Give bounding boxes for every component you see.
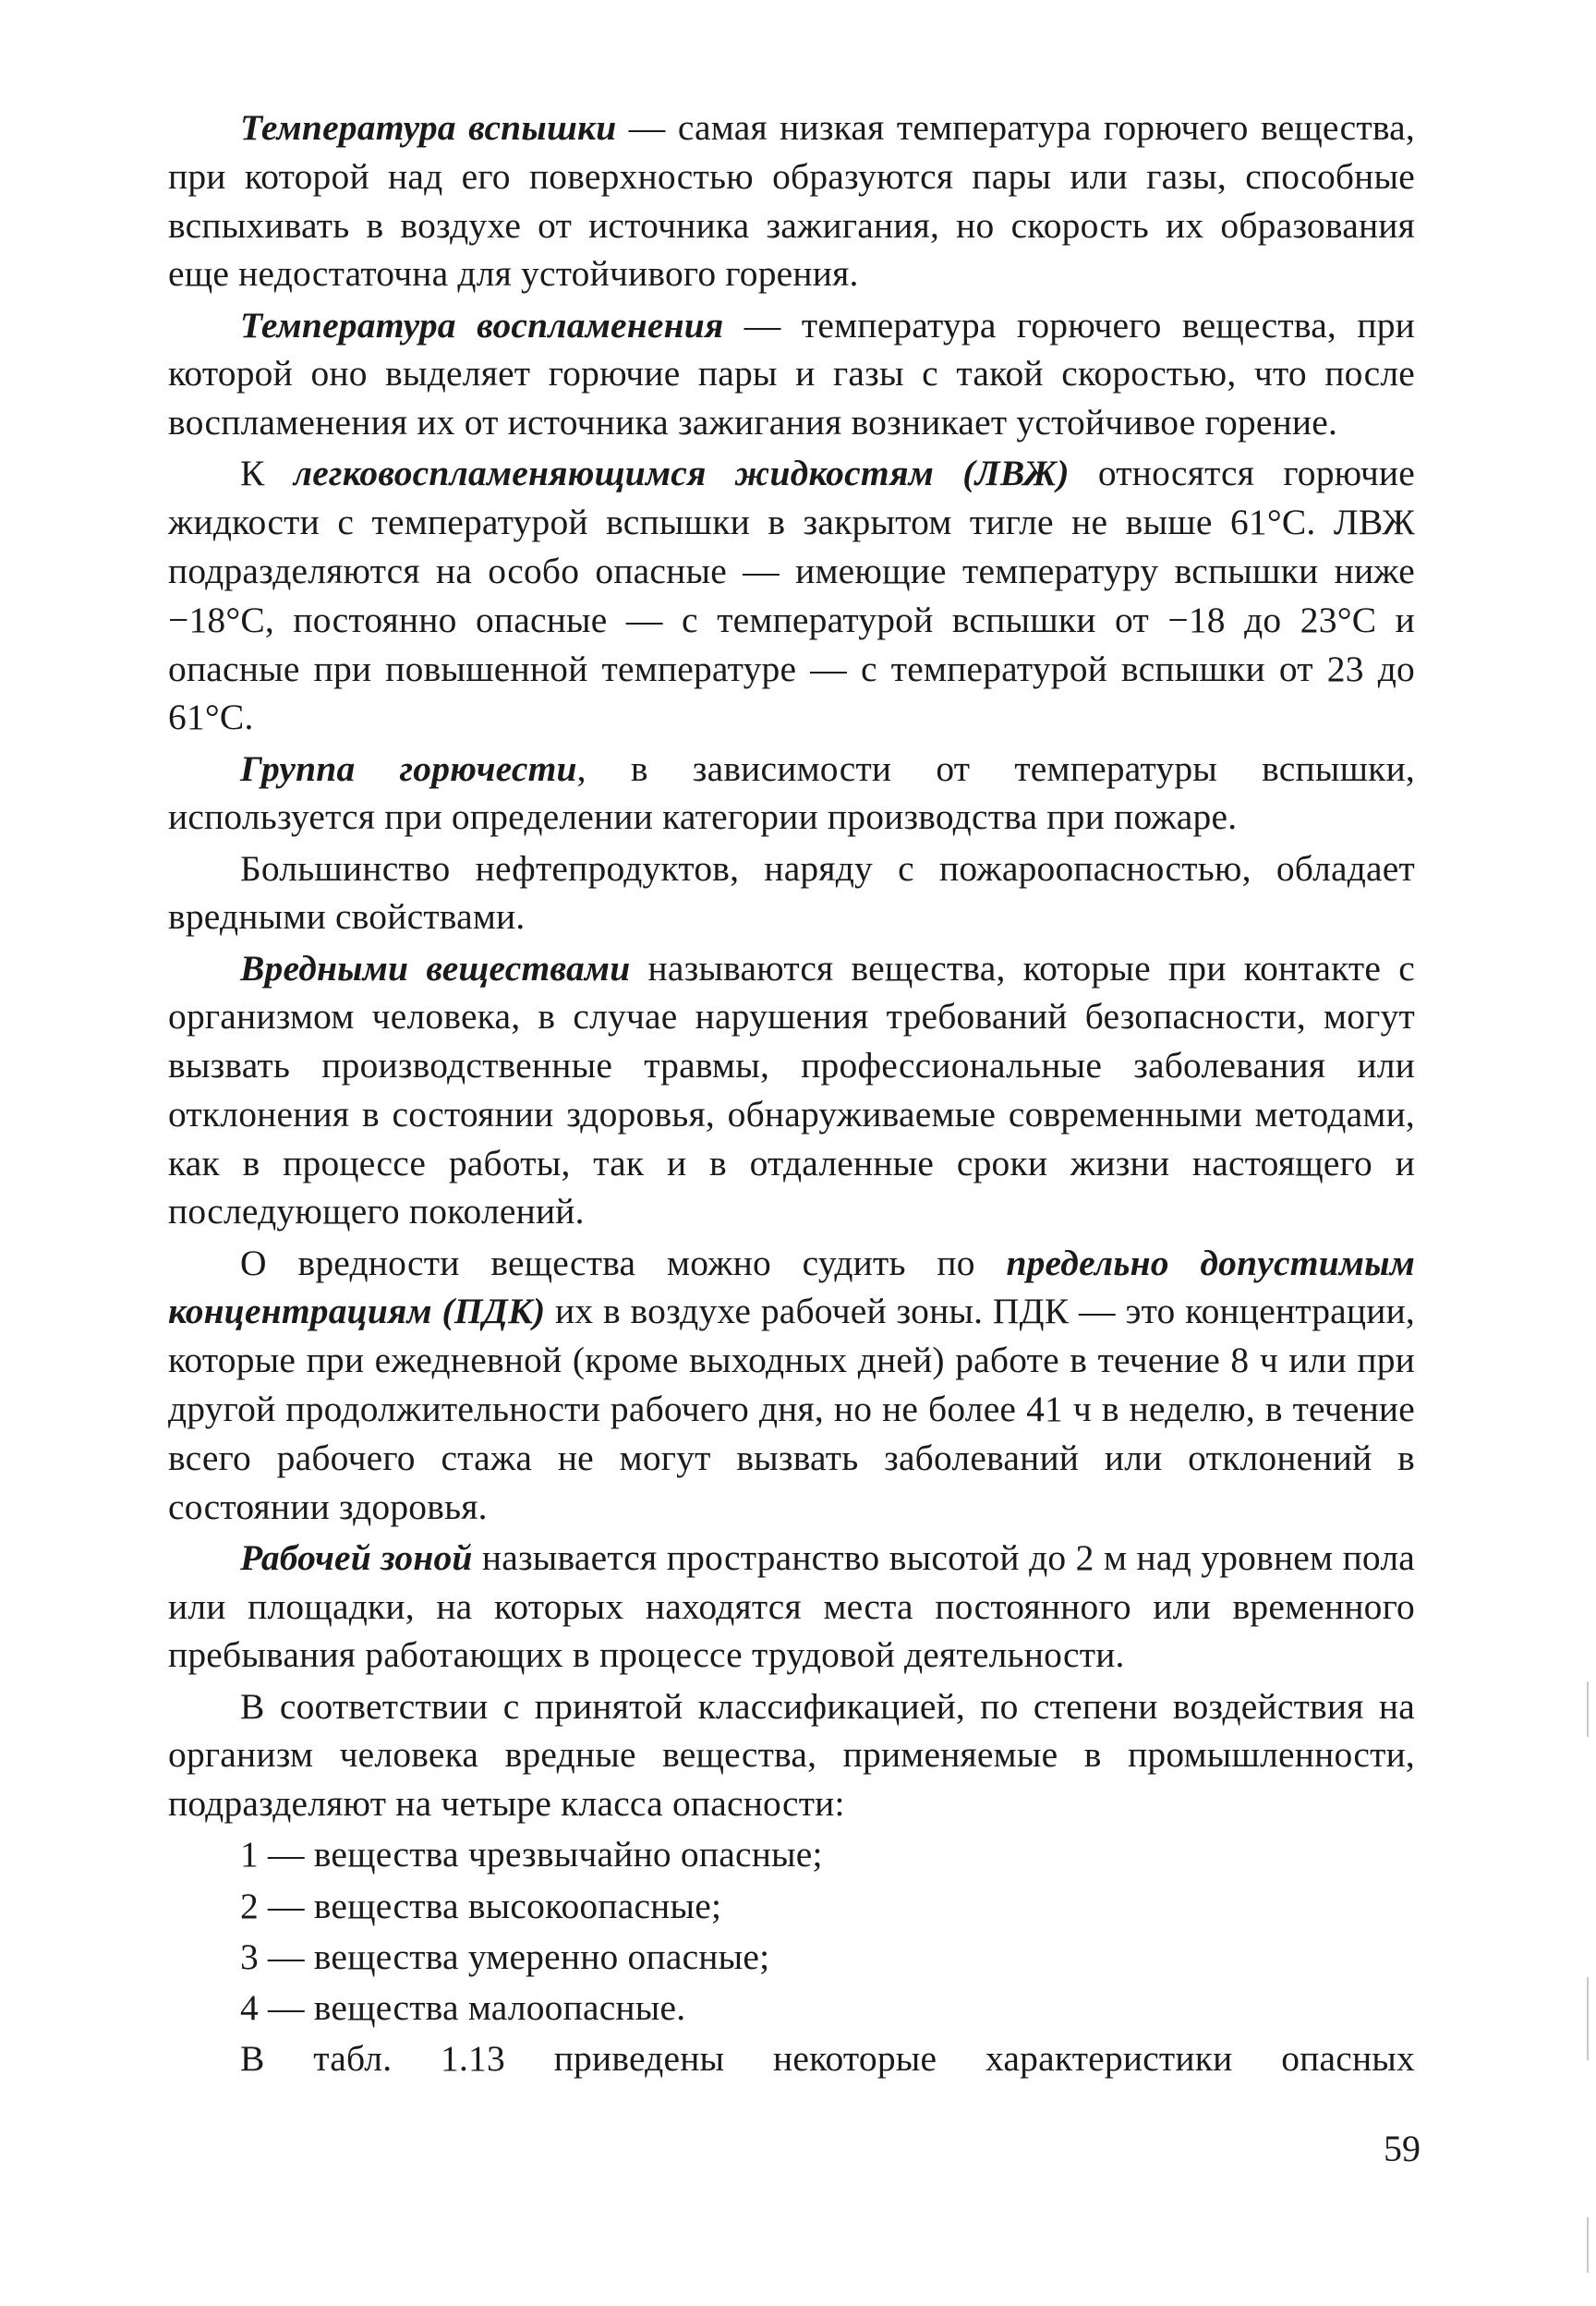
scan-edge-mark	[1587, 1681, 1589, 1737]
term-ignition-temperature: Температура воспламенения	[240, 304, 724, 346]
paragraph-text: Большинство нефтепродуктов, наряду с пожароопасностью, обладает вредными свойствами.	[168, 847, 1415, 938]
paragraph-working-zone	[168, 1534, 1415, 1680]
term-flammable-liquids: легковоспламеняющимся жидкостям (ЛВЖ)	[293, 453, 1070, 494]
paragraph-table-reference	[168, 2034, 1415, 2083]
paragraph-text: называется пространство высотой до 2 м над уровнем пола или площадки, на которых находятся места постоянного или временного пребывания работающих в процессе трудовой деятельности.	[168, 1536, 1415, 1676]
hazard-class-list	[168, 1830, 1415, 2032]
paragraph-text: , в зависимости от температуры вспышки, используется при определении категории производства при пожаре.	[168, 747, 1415, 838]
scan-edge-mark	[1587, 1977, 1589, 2060]
document-page	[168, 103, 1415, 2085]
paragraph-text: В табл. 1.13 приведены некоторые характеристики опасных	[240, 2038, 1415, 2080]
term-flash-point: Температура вспышки	[240, 107, 617, 148]
paragraph-text: — самая низкая температура горючего вещества, при которой над его поверхностью образуются пары или газы, способные вспыхивать в воздухе от источника зажигания, но скорость их образования еще недостаточна для устойчивого горения.	[168, 107, 1415, 295]
scan-edge-mark	[1587, 2217, 1589, 2273]
paragraph-petroleum-products	[168, 844, 1415, 942]
paragraph-text: К	[240, 453, 294, 494]
paragraph-text: О вредности вещества можно судить по	[240, 1242, 1007, 1283]
term-mac: предельно допустимым концентрациям (ПДК)	[168, 1242, 1415, 1332]
paragraph-text: В соответствии с принятой классификацией, по степени воздействия на организм человека вредные вещества, применяемые в промышленности, подразделяют на четыре класса опасности:	[168, 1685, 1415, 1825]
paragraph-flash-point	[168, 103, 1415, 298]
list-item: 2 — вещества высокоопасные;	[240, 1885, 722, 1926]
paragraph-harmful-substances	[168, 944, 1415, 1237]
paragraph-hazard-classes-intro	[168, 1682, 1415, 1828]
paragraph-flammable-liquids	[168, 449, 1415, 742]
term-harmful-substances: Вредными веществами	[240, 947, 631, 989]
page-number: 59	[1384, 2128, 1421, 2169]
term-working-zone: Рабочей зоной	[240, 1536, 473, 1578]
term-combustibility-group: Группа горючести	[240, 747, 577, 789]
paragraph-text: — температура горючего вещества, при которой оно выделяет горючие пары и газы с такой скоростью, что после воспламенения их от источника зажигания возникает устойчивое горение.	[168, 304, 1415, 443]
paragraph-text: называются вещества, которые при контакте с организмом человека, в случае нарушения требований безопасности, могут вызвать производственные травмы, профессиональные заболевания или отклонения в состоянии здоровья, обнаруживаемые современными методами, как в процессе работы, так и в отдаленные сроки жизни настоящего и последующего поколений.	[168, 947, 1415, 1232]
paragraph-mac	[168, 1239, 1415, 1532]
list-item: 3 — вещества умеренно опасные;	[240, 1936, 770, 1977]
paragraph-combustibility-group	[168, 745, 1415, 843]
list-item: 4 — вещества малоопасные.	[240, 1986, 686, 2028]
list-item: 1 — вещества чрезвычайно опасные;	[240, 1834, 823, 1875]
paragraph-text: относятся горючие жидкости с температурой вспышки в закрытом тигле не выше 61°С. ЛВЖ подразделяются на особо опасные — имеющие температуру вспышки ниже −18°С, постоянно опасные — с температурой вспышки от −18 до 23°С и опасные при повышенной температуре — с температурой вспышки от 23 до 61°С.	[168, 453, 1415, 738]
paragraph-ignition-temperature	[168, 301, 1415, 447]
paragraph-text: их в воздухе рабочей зоны. ПДК — это концентрации, которые при ежедневной (кроме выходных дней) работе в течение 8 ч или при другой продолжительности рабочего дня, но не более 41 ч в неделю, в течение всего рабочего стажа не могут вызвать заболеваний или отклонений в состоянии здоровья.	[168, 1291, 1415, 1527]
